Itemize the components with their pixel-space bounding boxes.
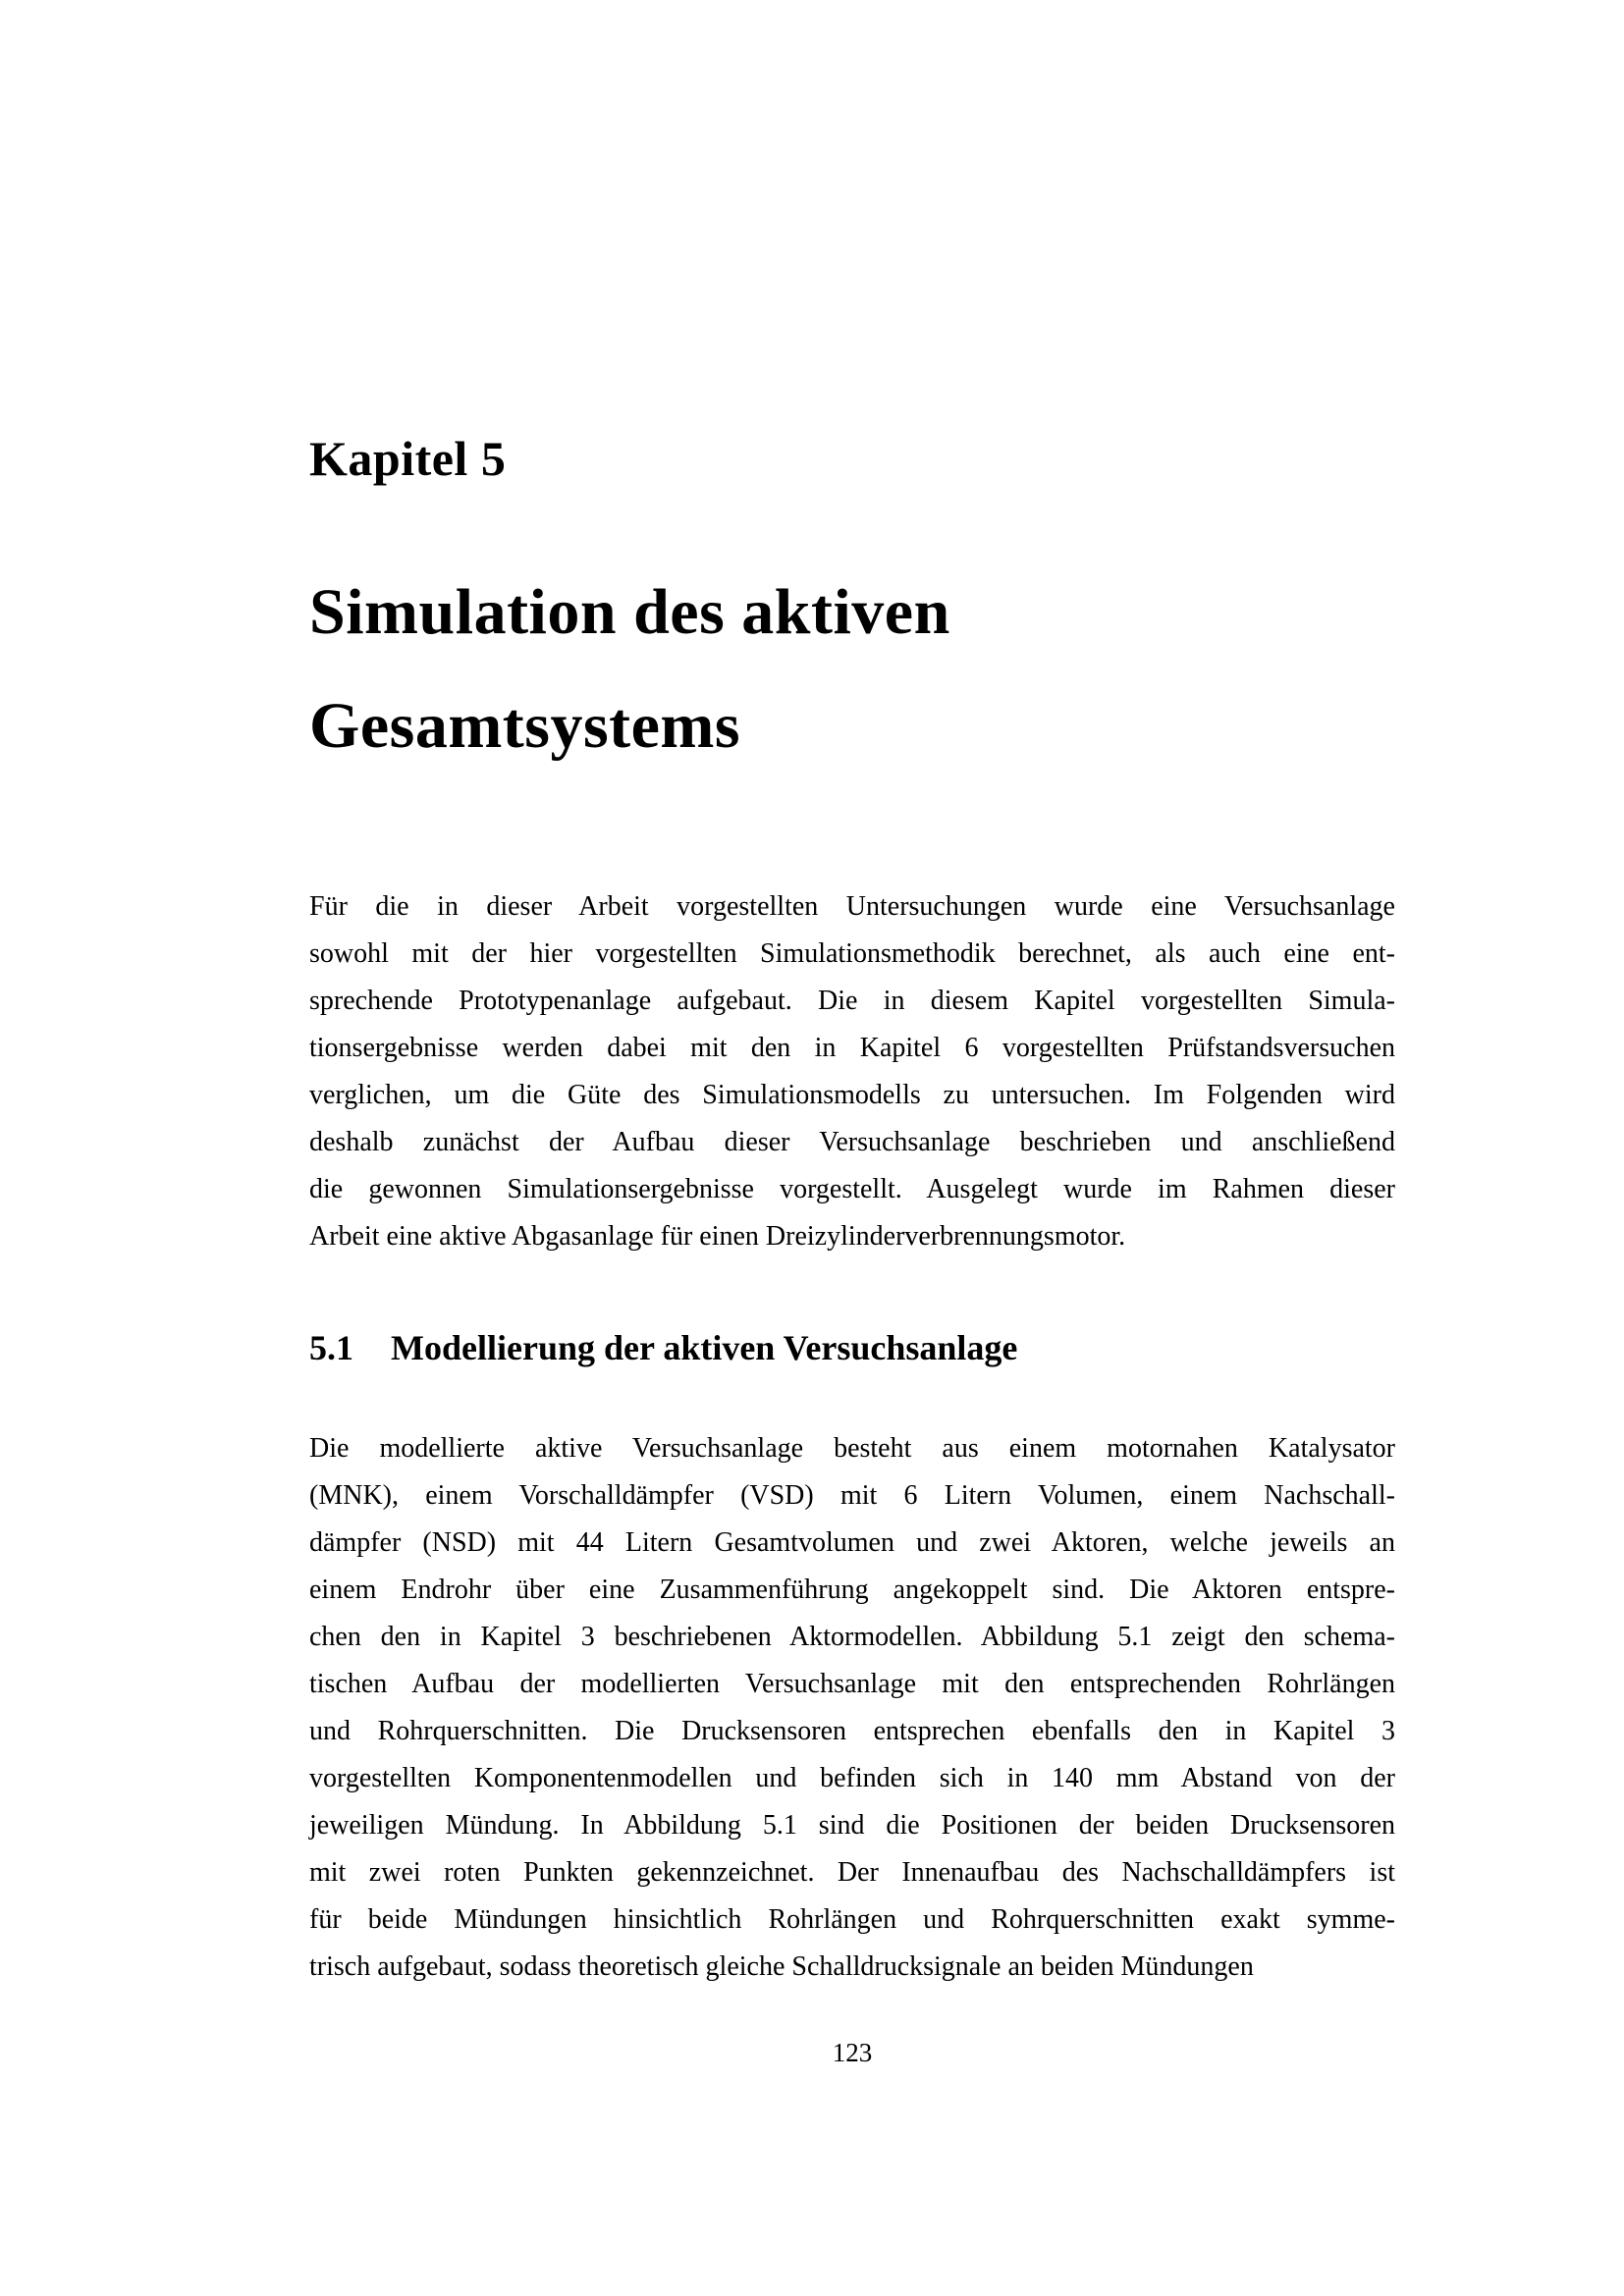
section-title: Modellierung der aktiven Versuchsanlage bbox=[391, 1328, 1018, 1367]
text-line: tischen Aufbau der modellierten Versuchsanlage mit den entsprechenden Rohrlängen bbox=[309, 1669, 1395, 1699]
text-line: deshalb zunächst der Aufbau dieser Versuchsanlage beschrieben und anschließend bbox=[309, 1127, 1395, 1157]
text-line: die gewonnen Simulationsergebnisse vorgestellt. Ausgelegt wurde im Rahmen dieser bbox=[309, 1174, 1395, 1204]
text-line: tionsergebnisse werden dabei mit den in Kapitel 6 vorgestellten Prüfstandsversuchen bbox=[309, 1033, 1395, 1063]
chapter-title-line-2: Gesamtsystems bbox=[309, 690, 741, 762]
text-line: trisch aufgebaut, sodass theoretisch gleiche Schalldrucksignale an beiden Mündungen bbox=[309, 1951, 1254, 1982]
chapter-label: Kapitel 5 bbox=[309, 431, 507, 486]
text-line: dämpfer (NSD) mit 44 Litern Gesamtvolumen und zwei Aktoren, welche jeweils an bbox=[309, 1527, 1395, 1558]
text-line: für beide Mündungen hinsichtlich Rohrlängen und Rohrquerschnitten exakt symme- bbox=[309, 1904, 1395, 1935]
text-line: jeweiligen Mündung. In Abbildung 5.1 sind die Positionen der beiden Drucksensoren bbox=[309, 1810, 1395, 1841]
text-line: einem Endrohr über eine Zusammenführung angekoppelt sind. Die Aktoren entspre- bbox=[309, 1575, 1395, 1605]
section-number: 5.1 bbox=[309, 1328, 353, 1367]
text-line: Die modellierte aktive Versuchsanlage besteht aus einem motornahen Katalysator bbox=[309, 1433, 1395, 1464]
section-heading bbox=[309, 1327, 1017, 1368]
chapter-title bbox=[309, 556, 950, 783]
page-number: 123 bbox=[832, 2038, 873, 2067]
text-line: vorgestellten Komponentenmodellen und befinden sich in 140 mm Abstand von der bbox=[309, 1763, 1395, 1793]
paragraph-intro bbox=[309, 883, 1395, 1260]
chapter-title-line-1: Simulation des aktiven bbox=[309, 576, 950, 648]
text-line: chen den in Kapitel 3 beschriebenen Aktormodellen. Abbildung 5.1 zeigt den schema- bbox=[309, 1622, 1395, 1652]
text-line: verglichen, um die Güte des Simulationsmodells zu untersuchen. Im Folgenden wird bbox=[309, 1080, 1395, 1110]
text-line: sowohl mit der hier vorgestellten Simulationsmethodik berechnet, als auch eine ent- bbox=[309, 938, 1395, 969]
paragraph-section-body bbox=[309, 1425, 1395, 1991]
text-line: Für die in dieser Arbeit vorgestellten Untersuchungen wurde eine Versuchsanlage bbox=[309, 891, 1395, 922]
text-line: sprechende Prototypenanlage aufgebaut. Die in diesem Kapitel vorgestellten Simula- bbox=[309, 986, 1395, 1016]
text-line: Arbeit eine aktive Abgasanlage für einen Dreizylinderverbrennungsmotor. bbox=[309, 1221, 1126, 1252]
text-line: mit zwei roten Punkten gekennzeichnet. Der Innenaufbau des Nachschalldämpfers ist bbox=[309, 1857, 1395, 1888]
text-line: (MNK), einem Vorschalldämpfer (VSD) mit 6 Litern Volumen, einem Nachschall- bbox=[309, 1480, 1395, 1511]
text-line: und Rohrquerschnitten. Die Drucksensoren entsprechen ebenfalls den in Kapitel 3 bbox=[309, 1716, 1395, 1746]
